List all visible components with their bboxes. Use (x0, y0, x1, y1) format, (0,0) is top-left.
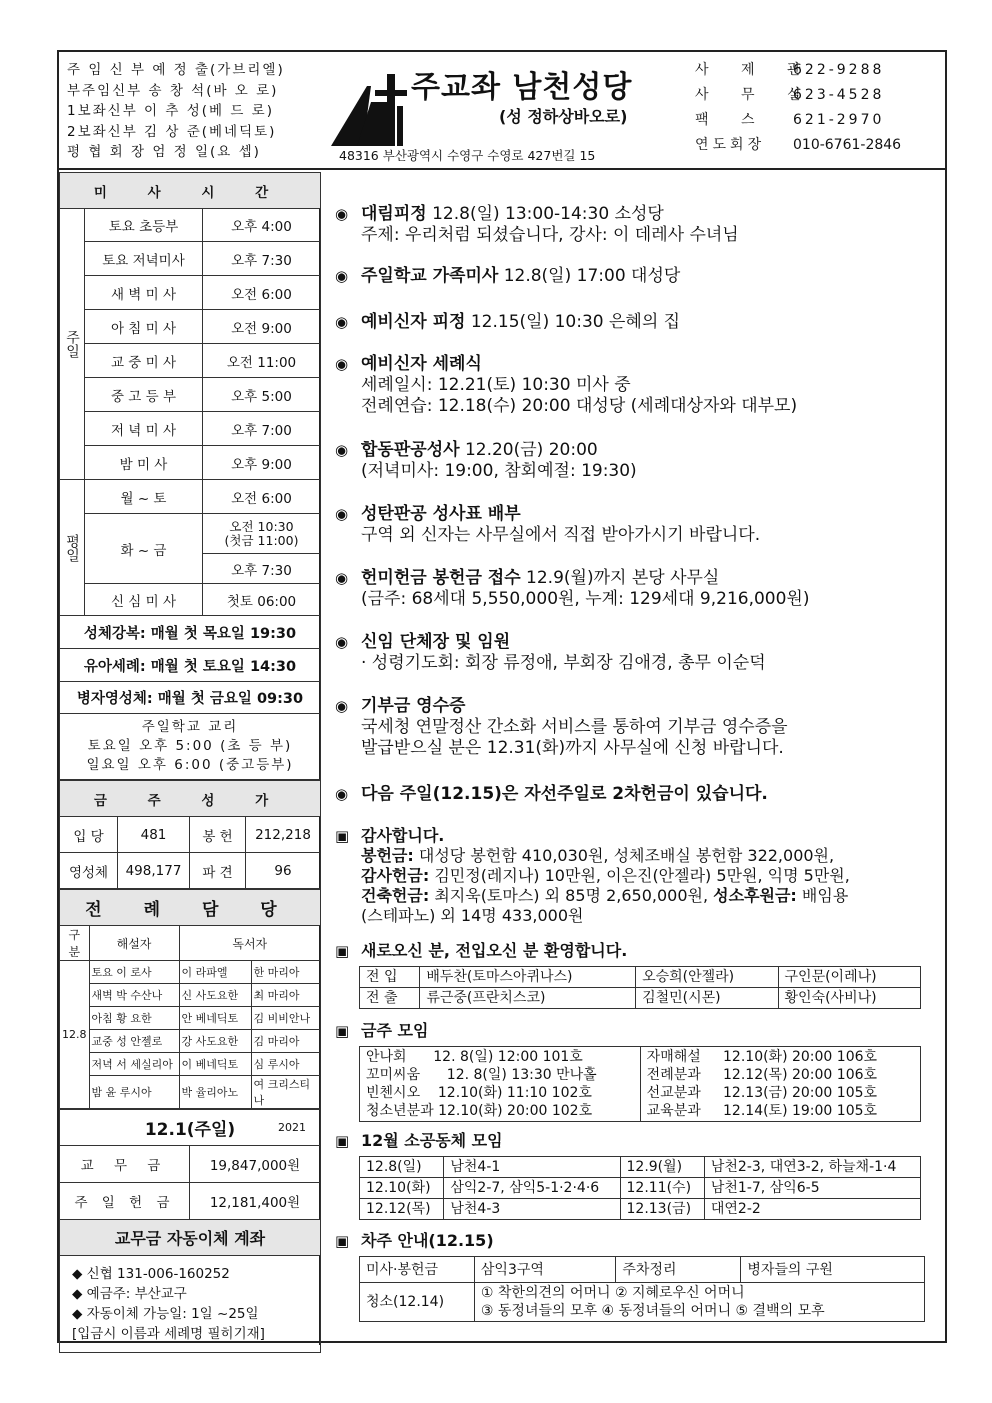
welcome-cell: 오승희(안젤라) (636, 967, 778, 988)
extra-schedule: 병자영성체: 매월 첫 금요일 09:30 (60, 682, 321, 714)
square-icon: ▣ (335, 942, 350, 960)
weekday-label: 평일 (60, 480, 85, 616)
mass-time: 오후 7:30 (203, 242, 321, 276)
mass-name: 교 중 미 사 (85, 344, 203, 378)
contact-list (695, 58, 901, 158)
auto-box (60, 1256, 321, 1353)
sc-cell: 12.10(화) (360, 1178, 444, 1199)
notice-item: ◉ 기부금 영수증 국세청 연말정산 간소화 서비스를 통하여 기부금 영수증을 발급받으실 분은 12.31(화)까지 사무실에 신청 바랍니다. (335, 696, 788, 758)
notice-item: ◉ 합동판공성사 12.20(금) 20:00 (저녁미사: 19:00, 참회예절: 19:30) (335, 440, 637, 481)
left-column (59, 172, 321, 1345)
liturgy-cell: 여 크리스티나 (251, 1076, 321, 1109)
liturgy-cell: 토요 이 로사 (89, 961, 179, 984)
liturgy-cell: 최 마리아 (251, 984, 321, 1007)
notice-item: ◉ 예비신자 피정 12.15(일) 10:30 은혜의 집 (335, 312, 681, 332)
small-community-table (359, 1156, 921, 1220)
contact-value: 623-4528 (793, 87, 885, 103)
clergy-line: 평 협 회 장 엄 정 일(요 셉) (67, 144, 261, 160)
liturgy-cell: 교중 성 안젤로 (89, 1030, 179, 1053)
mass-name: 월 ~ 토 (85, 480, 203, 514)
mass-time: 첫토 06:00 (203, 584, 321, 616)
clergy-line: 부주임신부 송 창 석(바 오 로) (67, 82, 279, 99)
meetings-right: 자매해설 12.10(화) 20:00 106호 전례분과 12.12(목) 20:00 106호 선교분과 12.13(금) 20:00 105호 교육분과 12.14(토) 19:00 105호 (640, 1047, 920, 1122)
finance-date-cell (60, 1110, 321, 1146)
notice-item: ◉ 예비신자 세례식 세례일시: 12.21(토) 10:30 미사 중 전례연습: 12.18(수) 20:00 대성당 (세례대상자와 대부모) (335, 354, 798, 416)
notice-item: ◉ 대림피정 12.8(일) 13:00-14:30 소성당 주제: 우리처럼 되셨습니다, 강사: 이 데레사 수녀님 (335, 204, 739, 245)
mass-name: 아 침 미 사 (85, 310, 203, 344)
sc-cell: 12.13(금) (620, 1199, 704, 1220)
auto-line: [입금시 이름과 세례명 필히기재] (72, 1326, 265, 1342)
contact-row (695, 133, 901, 158)
bullet-icon: ◉ (335, 505, 349, 523)
school-box (60, 714, 321, 780)
notice-item: ◉ 헌미헌금 봉헌금 접수 12.9(월)까지 본당 사무실 (금주: 68세대 5,550,000원, 누계: 129세대 9,216,000원) (335, 568, 810, 609)
mass-name: 신 심 미 사 (85, 584, 203, 616)
finance-year: 2021 (278, 1121, 306, 1134)
contact-key: 팩 스 (695, 112, 769, 128)
liturgy-cell: 이 베네딕토 (179, 1053, 251, 1076)
clergy-line: 1보좌신부 이 추 성(베 드 로) (67, 103, 274, 119)
liturgy-head: 구 분 (60, 926, 90, 961)
sc-cell: 남천4-1 (444, 1157, 620, 1178)
next-cell: 미사·봉헌금 (360, 1257, 475, 1283)
school-line: 주일학교 교리 (141, 719, 239, 735)
school-line: 일요일 오후 6:00 (중고등부) (86, 757, 294, 773)
mass-time: 오후 9:00 (203, 446, 321, 480)
finance-table (59, 1109, 321, 1353)
sc-cell: 12.8(일) (360, 1157, 444, 1178)
contact-value: 622-9288 (793, 62, 885, 78)
finance-label: 주 일 헌 금 (60, 1183, 190, 1220)
meetings-title: ▣ 금주 모임 (335, 1021, 429, 1040)
parish-subtitle: (성 정하상바오로) (499, 107, 628, 126)
bullet-icon: ◉ (335, 569, 349, 587)
contact-key: 사 제 관 (695, 62, 815, 78)
liturgy-cell: 저녁 서 세실리아 (89, 1053, 179, 1076)
parish-address: 48316 부산광역시 수영구 수영로 427번길 15 (339, 148, 596, 163)
contact-row (695, 83, 901, 108)
auto-title: 교무금 자동이체 계좌 (60, 1220, 321, 1256)
notice-item: ◉ 다음 주일(12.15)은 자선주일로 2차헌금이 있습니다. (335, 784, 768, 804)
sunday-label: 주일 (60, 209, 85, 480)
stat-label: 영성체 (60, 853, 118, 889)
stat-value: 96 (246, 853, 321, 889)
bullet-icon: ◉ (335, 785, 349, 803)
sc-cell: 대연2-2 (704, 1199, 920, 1220)
liturgy-cell: 안 베네딕토 (179, 1007, 251, 1030)
stat-value: 212,218 (246, 817, 321, 853)
notice-item: ◉ 신임 단체장 및 임원 · 성령기도회: 회장 류정애, 부회장 김애경, 총무 이순덕 (335, 632, 766, 673)
stat-label: 봉 헌 (190, 817, 246, 853)
clergy-line: 2보좌신부 김 상 준(베네딕토) (67, 123, 277, 140)
auto-line: ◆ 예금주: 부산교구 (72, 1286, 187, 1302)
mass-time: 오후 7:30 (203, 554, 321, 584)
thanks-section: ▣ 감사합니다. 봉헌금: 대성당 봉헌함 410,030원, 성체조배실 봉헌함 322,000원, 감사헌금: 김민정(레지나) 10만원, 이은진(안젤라) 5만원, 익명 5만원, 건축헌금: 최지욱(토마스) 외 85명 2,650,000원, 성소후원금: 배임용 (스테파노) 외 14명 433,000원 (335, 826, 850, 925)
next-cell: 삼익3구역 (474, 1257, 616, 1283)
stat-value: 481 (118, 817, 190, 853)
small-community-title: ▣ 12월 소공동체 모임 (335, 1131, 503, 1150)
liturgy-cell: 김 비비안나 (251, 1007, 321, 1030)
school-line: 토요일 오후 5:00 (초 등 부) (87, 738, 293, 754)
mass-name: 밤 미 사 (85, 446, 203, 480)
contact-key: 연도회장 (695, 137, 766, 153)
square-icon: ▣ (335, 827, 350, 845)
liturgy-table (59, 889, 321, 1109)
contact-value: 621-2970 (793, 112, 885, 128)
mass-name: 화 ~ 금 (85, 514, 203, 584)
liturgy-date: 12.8 (60, 961, 90, 1109)
sc-cell: 12.12(목) (360, 1199, 444, 1220)
bullet-icon: ◉ (335, 355, 349, 373)
hymn-table (59, 780, 321, 889)
mass-name: 중 고 등 부 (85, 378, 203, 412)
notice-item: ◉ 성탄판공 성사표 배부 구역 외 신자는 사무실에서 직접 받아가시기 바랍니다. (335, 504, 761, 545)
finance-value: 12,181,400원 (190, 1183, 321, 1220)
welcome-cell: 김철민(시몬) (636, 988, 778, 1009)
bullet-icon: ◉ (335, 267, 349, 285)
contact-key: 사 무 실 (695, 87, 815, 103)
meetings-table (359, 1046, 921, 1122)
contact-row (695, 58, 901, 83)
welcome-cell: 배두찬(토마스아퀴나스) (420, 967, 636, 988)
mass-schedule-table (59, 172, 321, 780)
hymn-title: 금 주 성 가 (60, 781, 321, 817)
next-week-title: ▣ 차주 안내(12.15) (335, 1231, 494, 1250)
mass-name: 토요 초등부 (85, 209, 203, 242)
liturgy-cell: 심 루시아 (251, 1053, 321, 1076)
welcome-cell: 전 입 (360, 967, 420, 988)
mass-name: 새 벽 미 사 (85, 276, 203, 310)
mass-time: 오후 7:00 (203, 412, 321, 446)
welcome-cell: 전 출 (360, 988, 420, 1009)
stat-value: 498,177 (118, 853, 190, 889)
square-icon: ▣ (335, 1022, 350, 1040)
welcome-table (359, 966, 921, 1009)
bullet-icon: ◉ (335, 697, 349, 715)
sc-cell: 남천1-7, 삼익6-5 (704, 1178, 920, 1199)
liturgy-cell: 밤 윤 루시아 (89, 1076, 179, 1109)
mass-time: 오전 6:00 (203, 480, 321, 514)
bullet-icon: ◉ (335, 441, 349, 459)
liturgy-cell: 새벽 박 수산나 (89, 984, 179, 1007)
liturgy-cell: 신 사도요한 (179, 984, 251, 1007)
auto-line: ◆ 신협 131-006-160252 (72, 1266, 230, 1282)
bulletin-page (57, 50, 947, 1343)
bullet-icon: ◉ (335, 633, 349, 651)
finance-value: 19,847,000원 (190, 1146, 321, 1183)
extra-schedule: 성체강복: 매월 첫 목요일 19:30 (60, 616, 321, 649)
welcome-cell: 구인문(이레나) (778, 967, 920, 988)
square-icon: ▣ (335, 1232, 350, 1250)
header (59, 52, 945, 170)
clergy-list (67, 60, 285, 163)
parish-title: 주교좌 남천성당 (411, 70, 633, 105)
next-cell: 주차정리 (616, 1257, 741, 1283)
mass-name: 토요 저녁미사 (85, 242, 203, 276)
stat-label: 입 당 (60, 817, 118, 853)
mass-time: 오후 4:00 (203, 209, 321, 242)
liturgy-head: 해설자 (89, 926, 179, 961)
notice-item: ◉ 주일학교 가족미사 12.8(일) 17:00 대성당 (335, 266, 681, 286)
next-week-table (359, 1256, 925, 1322)
stat-label: 파 견 (190, 853, 246, 889)
liturgy-cell: 김 마리아 (251, 1030, 321, 1053)
bullet-icon: ◉ (335, 205, 349, 223)
next-cell: 병자들의 구원 (741, 1257, 925, 1283)
liturgy-head: 독서자 (179, 926, 321, 961)
welcome-cell: 황인숙(사비나) (778, 988, 920, 1009)
meetings-left: 안나회 12. 8(일) 12:00 101호 꼬미씨움 12. 8(일) 13:30 만나홀 빈첸시오 12.10(화) 11:10 102호 청소년분과 12.10(화) 20:00 102호 (360, 1047, 641, 1122)
sc-cell: 남천2-3, 대연3-2, 하늘채-1·4 (704, 1157, 920, 1178)
mass-title: 미 사 시 간 (60, 173, 321, 209)
liturgy-cell: 박 율리아노 (179, 1076, 251, 1109)
contact-value: 010-6761-2846 (793, 137, 902, 153)
mass-time: 오전 11:00 (203, 344, 321, 378)
welcome-title: ▣ 새로오신 분, 전입오신 분 환영합니다. (335, 941, 628, 960)
contact-row (695, 108, 901, 133)
mass-time: 오전 10:30 (첫금 11:00) (203, 514, 321, 554)
liturgy-cell: 이 라파엘 (179, 961, 251, 984)
liturgy-cell: 한 마리아 (251, 961, 321, 984)
finance-date: 12.1(주일) (144, 1120, 236, 1140)
clergy-line: 주 임 신 부 예 정 출(가브리엘) (67, 62, 285, 78)
mass-time: 오전 6:00 (203, 276, 321, 310)
finance-label: 교 무 금 (60, 1146, 190, 1183)
liturgy-cell: 아침 황 요한 (89, 1007, 179, 1030)
mass-name: 저 녁 미 사 (85, 412, 203, 446)
liturgy-title: 전 례 담 당 (60, 890, 321, 926)
mass-time: 오후 5:00 (203, 378, 321, 412)
extra-schedule: 유아세례: 매월 첫 토요일 14:30 (60, 649, 321, 682)
liturgy-cell: 강 사도요한 (179, 1030, 251, 1053)
sc-cell: 삼익2-7, 삼익5-1·2·4·6 (444, 1178, 620, 1199)
bullet-icon: ◉ (335, 313, 349, 331)
welcome-cell: 류근중(프란치스코) (420, 988, 636, 1009)
square-icon: ▣ (335, 1132, 350, 1150)
auto-line: ◆ 자동이체 가능일: 1일 ~25일 (72, 1306, 259, 1322)
next-clean-cell: ① 착한의견의 어머니 ② 지혜로우신 어머니 ③ 동정녀들의 모후 ④ 동정녀들의 어머니 ⑤ 결백의 모후 (474, 1283, 924, 1322)
sc-cell: 12.9(월) (620, 1157, 704, 1178)
notices-column (323, 172, 945, 1345)
next-cell: 청소(12.14) (360, 1283, 475, 1322)
mass-time: 오전 9:00 (203, 310, 321, 344)
sc-cell: 12.11(수) (620, 1178, 704, 1199)
sc-cell: 남천4-3 (444, 1199, 620, 1220)
